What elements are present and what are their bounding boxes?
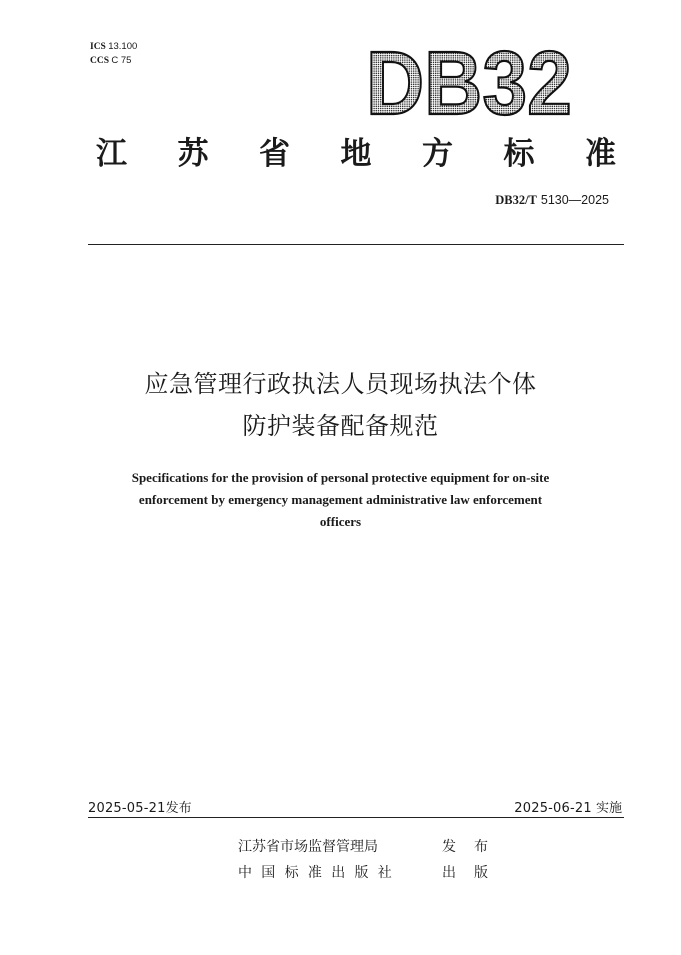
publisher-row [238, 836, 506, 856]
publish-date-label: 发布 [165, 801, 192, 816]
province-char: 江 [96, 136, 127, 172]
implement-date-value: 2025-06-21 [514, 801, 592, 816]
db32-logo [362, 26, 576, 130]
standard-code-prefix: DB32/T [495, 193, 537, 207]
publisher-row [238, 862, 506, 882]
publish-date [88, 797, 192, 816]
title-en-line3: officers [319, 514, 362, 529]
standard-code-number: 5130—2025 [540, 193, 609, 207]
province-char: 省 [259, 136, 290, 172]
ics-key: ICS [90, 42, 106, 52]
footer-divider [88, 817, 624, 818]
publisher-action: 出版 [442, 865, 506, 881]
title-en-line2: enforcement by emergency management administrative law enforcement [138, 492, 543, 507]
province-char: 方 [422, 136, 453, 172]
ccs-value: C 75 [111, 55, 132, 66]
publisher-org: 江苏省市场监督管理局 [238, 839, 378, 855]
implement-date-label: 实施 [595, 801, 622, 816]
ics-code [90, 40, 137, 54]
implement-date [514, 797, 622, 816]
publisher-org: 中国标准出版社 [238, 865, 402, 881]
header-divider [88, 244, 624, 245]
db32-logo-graphic [362, 26, 576, 130]
ccs-code [90, 54, 137, 68]
classification-codes [90, 40, 137, 68]
title-en-line1: Specifications for the provision of personal protective equipment for on-site [131, 470, 550, 485]
ccs-key: CCS [90, 56, 110, 66]
standard-code [495, 192, 609, 208]
publisher-action: 发布 [442, 839, 506, 855]
province-char: 地 [340, 136, 372, 172]
province-char: 苏 [177, 136, 209, 172]
title-cn-line2: 防护装备配备规范 [242, 412, 439, 440]
title-cn-line1: 应急管理行政执法人员现场执法个体 [144, 370, 537, 398]
province-char: 标 [503, 136, 535, 172]
province-standard-title [96, 134, 616, 174]
ics-value: 13.100 [108, 41, 138, 52]
province-char: 准 [585, 136, 616, 172]
publish-date-value: 2025-05-21 [88, 801, 166, 816]
logo-text: DB32 [366, 34, 572, 130]
